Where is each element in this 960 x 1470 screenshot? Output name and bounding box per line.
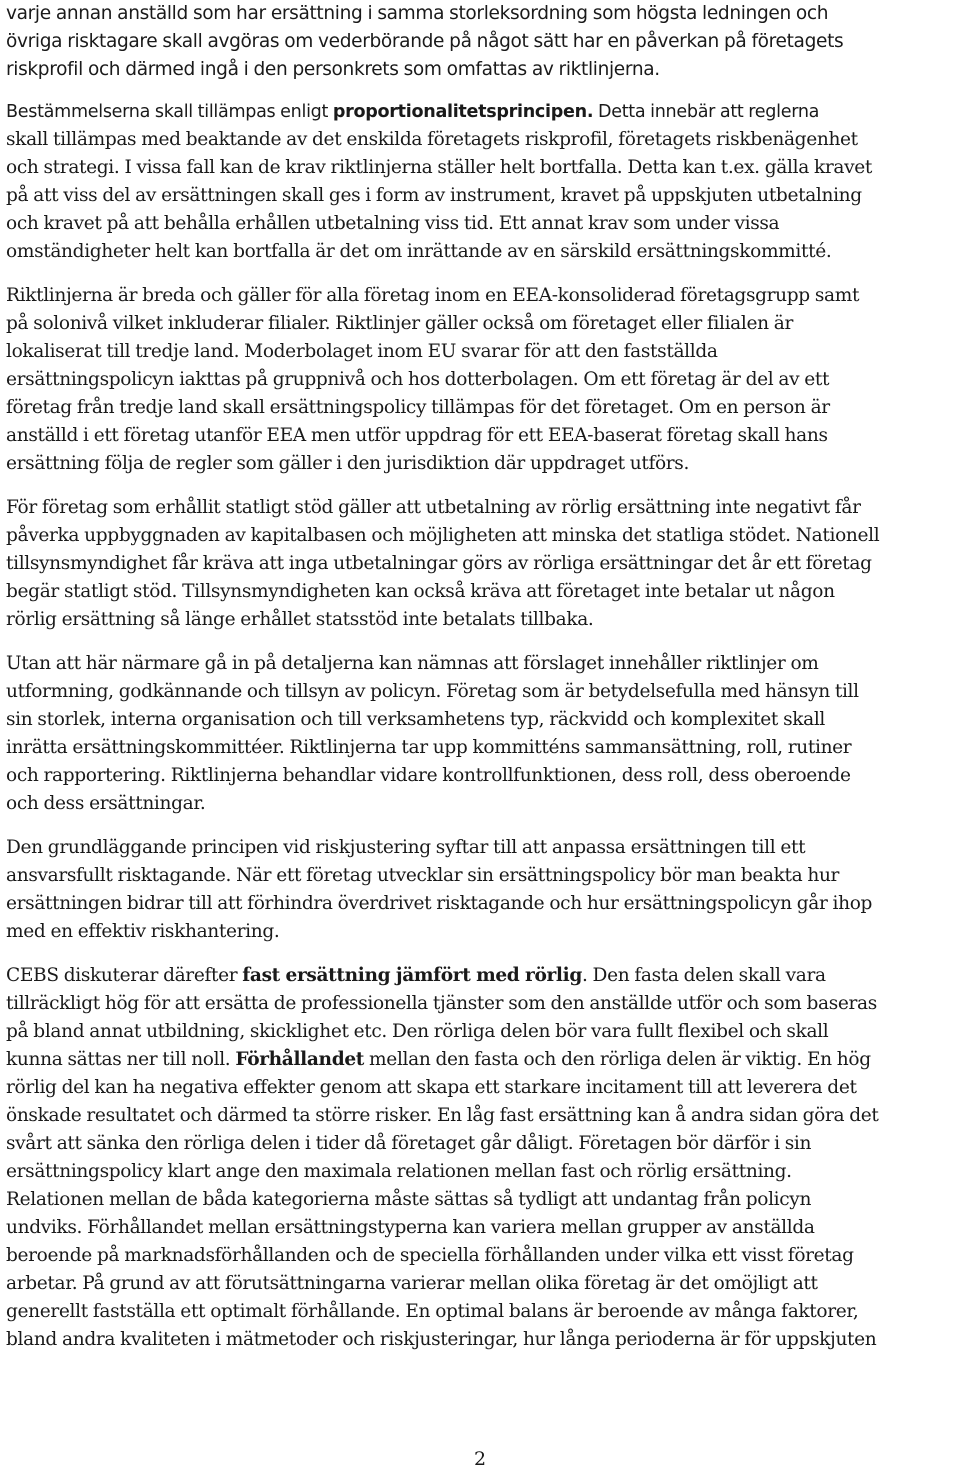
page-number: 2 [473,1448,487,1470]
text-line [6,1214,954,1242]
text-run: arbetar. På grund av att förutsättningarna varierar mellan olika företag är det omöjligt att [6,1273,818,1294]
text-run: sin storlek, interna organisation och till verksamhetens typ, räckvidd och komplexitet skall [6,709,826,730]
paragraph-state-aid [6,494,956,634]
text-line [6,734,954,762]
text-run: kunna sättas ner till noll. [6,1049,236,1070]
text-line [6,918,954,946]
text-run: Den grundläggande principen vid riskjustering syftar till att anpassa ersättningen till ett [6,837,806,858]
text-run: bland andra kvaliteten i mätmetoder och riskjusteringar, hur långa perioderna är för uppskjuten [6,1329,877,1350]
text-line [6,1326,954,1354]
text-line [6,522,954,550]
text-run: och strategi. I vissa fall kan de krav riktlinjerna ställer helt bortfalla. Detta kan t.ex. gälla kravet [6,157,872,178]
text-line [6,1242,954,1270]
paragraph-risk-adjustment [6,834,956,946]
text-line [6,890,954,918]
text-run: undviks. Förhållandet mellan ersättningstyperna kan variera mellan grupper av anställda [6,1217,815,1238]
text-run: anställd i ett företag utanför EEA men utför uppdrag för ett EEA-baserat företag skall hans [6,425,828,446]
text-line [6,98,954,126]
text-run: begär statligt stöd. Tillsynsmyndigheten kan också kräva att företaget inte betalar ut någon [6,581,835,602]
text-line [6,182,954,210]
text-line [6,56,954,84]
text-line [6,310,954,338]
text-run: ersättningspolicyn iakttas på gruppnivå och hos dotterbolagen. Om ett företag är del av ett [6,369,830,390]
text-line [6,1270,954,1298]
text-run: ersättningen bidrar till att förhindra överdrivet risktagande och hur ersättningspolicyn går ihop [6,893,873,914]
paragraph-risk-takers [6,0,956,84]
text-run: tillräckligt hög för att ersätta de professionella tjänster som den anställde utför och som baseras [6,993,877,1014]
paragraph-fixed-vs-variable [6,962,956,1354]
text-line [6,238,954,266]
text-run: på att viss del av ersättningen skall ges i form av instrument, kravet på uppskjuten utbetalning [6,185,862,206]
text-run: tillsynsmyndighet får kräva att inga utbetalningar görs av rörliga ersättningar det år ett företag [6,553,872,574]
text-line [6,1158,954,1186]
text-run: . Den fasta delen skall vara [581,965,826,986]
text-line [6,210,954,238]
text-run: omständigheter helt kan bortfalla är det om inrättande av en särskild ersättningskommitté. [6,241,832,262]
text-line [6,990,954,1018]
text-line [6,28,954,56]
text-line [6,962,954,990]
paragraph-scope [6,282,956,478]
text-line [6,706,954,734]
text-line [6,790,954,818]
text-run: och rapportering. Riktlinjerna behandlar vidare kontrollfunktionen, dess roll, dess oberoende [6,765,851,786]
text-run: och dess ersättningar. [6,793,206,814]
text-line [6,366,954,394]
text-run: Riktlinjerna är breda och gäller för alla företag inom en EEA-konsoliderad företagsgrupp samt [6,285,860,306]
text-line [6,0,954,28]
text-line [6,1046,954,1074]
text-run: CEBS diskuterar därefter [6,965,243,986]
text-line [6,494,954,522]
text-line [6,126,954,154]
text-run: ansvarsfullt risktagande. När ett företag utvecklar sin ersättningspolicy bör man beakta hur [6,865,840,886]
text-line [6,550,954,578]
text-line [6,862,954,890]
text-run: ersättningspolicy klart ange den maximala relationen mellan fast och rörlig ersättning. [6,1161,792,1182]
text-line [6,394,954,422]
text-run: Utan att här närmare gå in på detaljerna kan nämnas att förslaget innehåller riktlinjer om [6,653,819,674]
text-run: svårt att sänka den rörliga delen i tider då företaget går dåligt. Företagen bör därför i sin [6,1133,812,1154]
text-line [6,1074,954,1102]
text-line [6,650,954,678]
text-run: lokaliserat till tredje land. Moderbolaget inom EU svarar för att den fastställda [6,341,718,362]
text-run: rörlig ersättning så länge erhållet statsstöd inte betalats tillbaka. [6,609,594,630]
text-run: Bestämmelserna skall tillämpas enligt [6,102,333,122]
text-run: företag från tredje land skall ersättningspolicy tillämpas för det företaget. Om en person är [6,397,830,418]
text-run: generellt fastställa ett optimalt förhållande. En optimal balans är beroende av många faktorer, [6,1301,859,1322]
paragraph-proportionality [6,98,956,266]
text-run: riskprofil och därmed ingå i den personkrets som omfattas av riktlinjerna. [6,59,660,80]
text-line [6,422,954,450]
text-run: inrätta ersättningskommittéer. Riktlinjerna tar upp kommitténs sammansättning, roll, rutiner [6,737,852,758]
text-run: rörlig del kan ha negativa effekter genom att skapa ett starkare incitament till att leverera det [6,1077,857,1098]
text-run: För företag som erhållit statligt stöd gäller att utbetalning av rörlig ersättning inte negativt får [6,497,861,518]
text-line [6,834,954,862]
paragraph-governance [6,650,956,818]
text-line [6,282,954,310]
text-run: beroende på marknadsförhållanden och de speciella förhållanden under vilka ett visst företag [6,1245,854,1266]
text-line [6,606,954,634]
text-line [6,1186,954,1214]
text-line [6,338,954,366]
text-run: påverka uppbyggnaden av kapitalbasen och möjligheten att minska det statliga stödet. Nationell [6,525,880,546]
text-line [6,1130,954,1158]
text-line [6,1102,954,1130]
text-line [6,578,954,606]
text-run: Relationen mellan de båda kategorierna måste sättas så tydligt att undantag från policyn [6,1189,812,1210]
document-body [6,0,956,1370]
text-run: på solonivå vilket inkluderar filialer. Riktlinjer gäller också om företaget eller filialen är [6,313,794,334]
text-run: på bland annat utbildning, skicklighet etc. Den rörliga delen bör vara fullt flexibel och skall [6,1021,829,1042]
text-run: Detta innebär att reglerna [593,102,820,122]
text-run: önskade resultatet och därmed ta större risker. En låg fast ersättning kan å andra sidan göra det [6,1105,879,1126]
bold-term-fixed-vs-variable: fast ersättning jämfört med rörlig [242,965,582,986]
text-run: ersättning följa de regler som gäller i den jurisdiktion där uppdraget utförs. [6,453,690,474]
text-run: och kravet på att behålla erhållen utbetalning viss tid. Ett annat krav som under vissa [6,213,780,234]
text-line [6,1298,954,1326]
bold-term-ratio: Förhållandet [235,1049,365,1070]
bold-term-proportionality: proportionalitetsprincipen. [332,102,594,122]
text-line [6,678,954,706]
text-line [6,1018,954,1046]
text-run: utformning, godkännande och tillsyn av policyn. Företag som är betydelsefulla med hänsyn till [6,681,859,702]
text-line [6,450,954,478]
text-run: mellan den fasta och den rörliga delen är viktig. En hög [364,1049,871,1070]
text-line [6,154,954,182]
text-line [6,762,954,790]
text-run: skall tillämpas med beaktande av det enskilda företagets riskprofil, företagets riskbenägenhet [6,129,858,150]
text-run: övriga risktagare skall avgöras om vederbörande på något sätt har en påverkan på företagets [6,31,844,52]
text-run: varje annan anställd som har ersättning i samma storleksordning som högsta ledningen och [6,3,829,24]
text-run: med en effektiv riskhantering. [6,921,280,942]
